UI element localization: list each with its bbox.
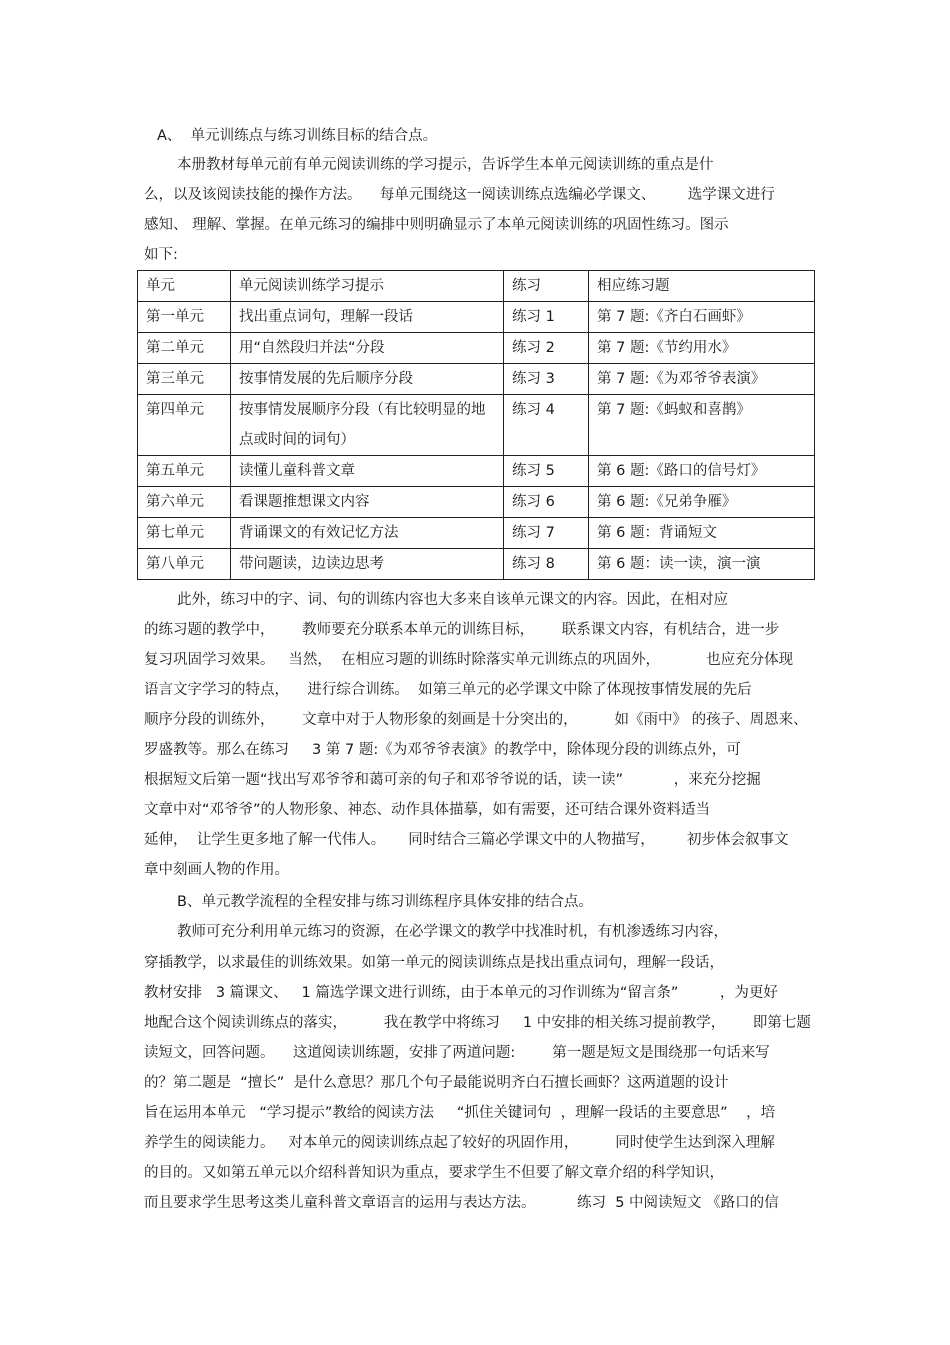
- table-row: [138, 549, 815, 580]
- table-cell: 第 6 题:《兄弟争雁》: [589, 487, 815, 518]
- paragraph-line: 的？第二题是 “擅长” 是什么意思？那几个句子最能说明齐白石擅长画虾？这两道题的设计: [144, 1075, 729, 1091]
- paragraph-line: 此外，练习中的字、词、句的训练内容也大多来自该单元课文的内容。因此，在相对应: [177, 592, 728, 608]
- table-header: 相应练习题: [589, 271, 815, 302]
- paragraph-line: 感知、 理解、掌握。在单元练习的编排中则明确显示了本单元阅读训练的巩固性练习。图示: [144, 217, 729, 233]
- table-row: [138, 518, 815, 549]
- table-cell: 第八单元: [138, 549, 231, 580]
- table-cell: 第 7 题:《节约用水》: [589, 333, 815, 364]
- paragraph-line: 的练习题的教学中， 教师要充分联系本单元的训练目标， 联系课文内容，有机结合，进一步: [144, 622, 780, 638]
- table-row: [138, 333, 815, 364]
- paragraph-line: 复习巩固学习效果。 当然， 在相应习题的训练时除落实单元训练点的巩固外， 也应充分体现: [144, 652, 794, 668]
- paragraph-line: 根据短文后第一题“找出写邓爷爷和蔼可亲的句子和邓爷爷说的话，读一读” ，来充分挖掘: [144, 772, 761, 788]
- table-cell: 看课题推想课文内容: [231, 487, 504, 518]
- paragraph-line: 旨在运用本单元 “学习提示”教给的阅读方法 “抓住关键词句 ，理解一段话的主要意思” ，培: [144, 1105, 776, 1121]
- table-cell: 带问题读，边读边思考: [231, 549, 504, 580]
- paragraph-line: 语言文字学习的特点， 进行综合训练。 如第三单元的必学课文中除了体现按事情发展的先后: [144, 682, 752, 698]
- table-cell: 第五单元: [138, 456, 231, 487]
- section-b-heading: B、单元教学流程的全程安排与练习训练程序具体安排的结合点。: [177, 894, 593, 910]
- table-cell: 练习 5: [504, 456, 589, 487]
- table-cell: 练习 6: [504, 487, 589, 518]
- table-header: 单元阅读训练学习提示: [231, 271, 504, 302]
- paragraph-line: 养学生的阅读能力。 对本单元的阅读训练点起了较好的巩固作用， 同时使学生达到深入理解: [144, 1135, 775, 1151]
- paragraph-line: 穿插教学，以求最佳的训练效果。如第一单元的阅读训练点是找出重点词句，理解一段话，: [144, 955, 724, 971]
- paragraph-line: 读短文，回答问题。 这道阅读训练题，安排了两道问题: 第一题是短文是围绕那一句话来写: [144, 1045, 770, 1061]
- table-cell: 第二单元: [138, 333, 231, 364]
- table-row: [138, 456, 815, 487]
- table-cell: 背诵课文的有效记忆方法: [231, 518, 504, 549]
- table-row: [138, 395, 815, 456]
- table-cell: 找出重点词句，理解一段话: [231, 302, 504, 333]
- table-cell: 读懂儿童科普文章: [231, 456, 504, 487]
- table-cell: 第四单元: [138, 395, 231, 456]
- paragraph-line: 的目的。又如第五单元以介绍科普知识为重点，要求学生不但要了解文章介绍的科学知识，: [144, 1165, 724, 1181]
- table-row: [138, 364, 815, 395]
- paragraph-line: 章中刻画人物的作用。: [144, 862, 289, 878]
- paragraph-line: 而且要求学生思考这类儿童科普文章语言的运用与表达方法。 练习 5 中阅读短文 《路口的信: [144, 1195, 779, 1211]
- table-header: 单元: [138, 271, 231, 302]
- table-cell: 第 6 题：背诵短文: [589, 518, 815, 549]
- paragraph-line: 如下:: [144, 247, 178, 263]
- table-cell: 练习 4: [504, 395, 589, 456]
- table-cell: 第三单元: [138, 364, 231, 395]
- table-row: [138, 302, 815, 333]
- table-cell: 按事情发展顺序分段（有比较明显的地点或时间的词句）: [231, 395, 504, 456]
- paragraph-line: 延伸， 让学生更多地了解一代伟人。 同时结合三篇必学课文中的人物描写， 初步体会叙事文: [144, 832, 789, 848]
- table-cell: 练习 8: [504, 549, 589, 580]
- table-cell: 练习 2: [504, 333, 589, 364]
- table-cell: 第六单元: [138, 487, 231, 518]
- table-cell: 第 6 题:《路口的信号灯》: [589, 456, 815, 487]
- table-cell: 第 7 题:《为邓爷爷表演》: [589, 364, 815, 395]
- table-cell: 练习 1: [504, 302, 589, 333]
- table-header-row: [138, 271, 815, 302]
- table-cell: 用“自然段归并法“分段: [231, 333, 504, 364]
- paragraph-line: 教材安排 3 篇课文、 1 篇选学课文进行训练，由于本单元的习作训练为“留言条” ，为更好: [144, 985, 778, 1001]
- paragraph-line: 文章中对“邓爷爷”的人物形象、神态、动作具体描摹，如有需要，还可结合课外资料适当: [144, 802, 711, 818]
- paragraph-line: 地配合这个阅读训练点的落实， 我在教学中将练习 1 中安排的相关练习提前教学， 即第七题: [144, 1015, 811, 1031]
- table-cell: 第七单元: [138, 518, 231, 549]
- table-header: 练习: [504, 271, 589, 302]
- table-cell: 练习 7: [504, 518, 589, 549]
- paragraph-line: 顺序分段的训练外， 文章中对于人物形象的刻画是十分突出的， 如《雨中》 的孩子、周恩来、: [144, 712, 808, 728]
- section-a-heading: A、 单元训练点与练习训练目标的结合点。: [157, 128, 438, 144]
- paragraph-line: 教师可充分利用单元练习的资源，在必学课文的教学中找准时机，有机渗透练习内容，: [177, 924, 728, 940]
- paragraph-line: 本册教材每单元前有单元阅读训练的学习提示，告诉学生本单元阅读训练的重点是什: [177, 157, 714, 173]
- table-cell: 练习 3: [504, 364, 589, 395]
- table-cell: 第一单元: [138, 302, 231, 333]
- table-row: [138, 487, 815, 518]
- table-cell: 第 6 题：读一读，演一演: [589, 549, 815, 580]
- paragraph-line: 么，以及该阅读技能的操作方法。 每单元围绕这一阅读训练点选编必学课文、 选学课文进行: [144, 187, 775, 203]
- table-cell: 第 7 题:《齐白石画虾》: [589, 302, 815, 333]
- paragraph-line: 罗盛教等。那么在练习 3 第 7 题:《为邓爷爷表演》的教学中，除体现分段的训练点外，可: [144, 742, 741, 758]
- table-cell: 第 7 题:《蚂蚁和喜鹊》: [589, 395, 815, 456]
- table-cell: 按事情发展的先后顺序分段: [231, 364, 504, 395]
- unit-training-table: [137, 270, 815, 580]
